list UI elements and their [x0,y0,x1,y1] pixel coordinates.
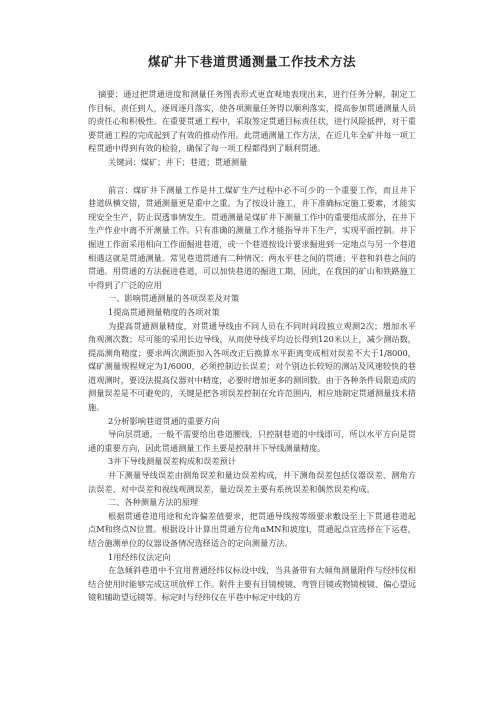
section-heading: 二、各种测量方法的原理 [108,497,199,508]
paragraph: 摘要：通过把贯通进度和测量任务图表形式更直观地表现出来，进行任务分解，制定工作目标，责任到人，逐周逐月落实，使各项测量任务得以顺利落实，提高参加贯通测量人员的责任心和积极性。在重要贯通工程中，采取签定贯通目标责任状，进行风险抵押，对于重要贯通工程的完成起到了有效的推动作用。此贯通测量工作方法，在近几年全矿井每一项工程贯通中得到有效的检验，确保了每一项工程都得到了顺利贯通。 [88,89,416,154]
paragraph: 导向层贯通，一般不需要给出巷道腰线，只控制巷道的中线即可，所以水平方向是贯通的重要方向，因此贯通测量工作主要是控制井下导线测量精度。 [88,429,416,453]
paragraph: 为提高贯通测量精度，对贯通导线由不同人员在不同时间段独立观测2次；增加水平角观测次数；尽可能的采用长边导线，从而使导线平均边长得到120米以上，减少测站数，提高测角精度；要求两次测距加入各项改正后换算水平距离变成相对误差不大于1/8000，煤矿测量规程规定为1/6000，必须控制边长误差；对个别边长较短的测站及风速较快的巷道观测时，要设法提高仪器对中精度，必要时增加更多的测回数。由于各种条件局限造成的测量误差是不可避免的，关键是把各项误差控制在允许范围内，相应地制定贯通测量技术措施。 [88,320,416,413]
section-heading: 2分析影响巷道贯通的重要方向 [108,415,220,426]
section-heading: 3井下导线测量误差构成和误差预计 [108,456,237,467]
section-heading: 1用经纬仪法定向 [108,551,171,562]
paragraph: 前言：煤矿井下测量工作是井工煤矿生产过程中必不可少的一个重要工作，而且井下巷道纵横交错，贯通测量更是重中之重。为了按设计施工，井下准确标定施工要素，才能实现安全生产，防止误透事情发生。贯通测量是煤矿井下测量工作中的重要组成部分，在井下生产作业中离不开测量工作。只有准确的测量工作才能指导井下生产，实现平面控制。井下掘进工作面采用相向工作面掘进巷道，或一个巷道按设计要求掘进到一定地点与另一个巷道相遇这就是贯通测量。常见巷道贯通有二种情况：两水平巷之间的贯通；平巷和斜巷之间的贯通。用贯通的方法掘进巷道，可以加快巷道的掘进工期，因此，在我国的矿山和铁路施工中得到了广泛的应用 [88,184,416,290]
paragraph: 关键词：煤矿；井下；巷道；贯通测量 [108,156,248,167]
section-heading: 1提高贯通测量精度的各项对策 [108,306,220,317]
paragraph: 根据贯通巷道用途和允许偏差值要求，把贯通导线按等级要求敷设至上下贯通巷道起点M和终点N位置。根据设计计算出贯通方位角αMN和坡度i，贯通起点宜选择在下运巷，结合施测单位的仪器设备情况选择适合的定向测量方法。 [88,510,416,548]
document-title: 煤矿井下巷道贯通测量工作技术方法 [147,54,356,69]
paragraph: 在急倾斜巷道中不宜用普通经纬仪标设中线，当具备带有大倾角测量附件与经纬仪相结合使用时能够完成这项放样工作。附件主要有目镜棱镜、弯管目镜或物镜棱镜、偏心望远镜和辅助望远镜等。标定时与经纬仪在平巷中标定中线的方 [88,565,416,603]
document-body [88,88,416,605]
section-heading: 一、影响贯通测量的各项误差及对策 [108,293,240,304]
paragraph: 井下测量导线误差由测角误差和量边误差构成，井下测角误差包括仪器误差、测角方法误差、对中误差和视线观测误差，量边误差主要有系统误差和偶然误差构成。 [88,470,416,494]
